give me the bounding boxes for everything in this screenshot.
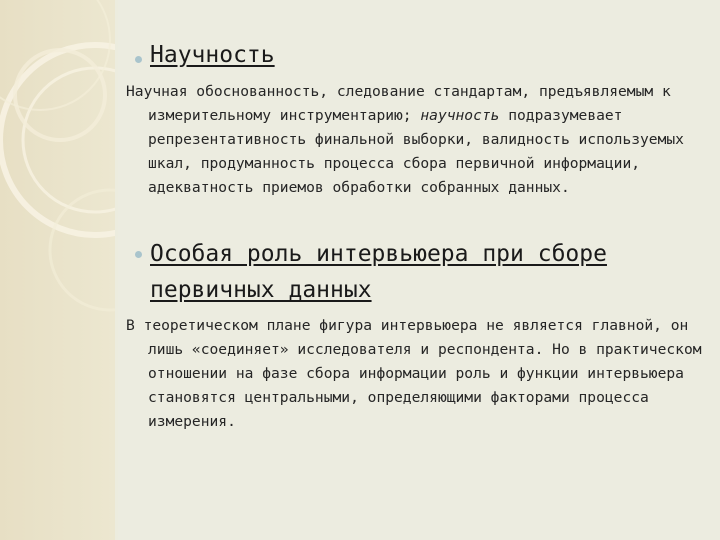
paragraph-text: Научная обоснованность, следование стандартам, предъявляемым к измерительному инструментарию; [126,83,671,124]
heading-scientific: Научность [150,42,275,68]
heading-interviewer-role: Особая роль интервьюера при сборе первичных данных [150,241,607,303]
slide-content [118,0,720,540]
decorative-side-panel [0,0,115,540]
paragraph-text: подразумевает репрезентативность финальной выборки, валидность используемых шкал, продуманность процесса сбора первичной информации, адекватность приемов обработки собранных данных. [148,107,684,196]
paragraph-interviewer: В теоретическом плане фигура интервьюера не является главной, он лишь «соединяет» исследователя и респондента. Но в практическом отношении на фазе сбора информации роль и функции интервьюера становятся центральными, определяющими факторами процесса измерения. [126,317,702,430]
decorative-rings [0,0,115,540]
bullet-marker [135,56,142,63]
bullet-marker [135,251,142,258]
emphasis-text: научность [420,107,500,124]
paragraph-scientific [126,80,718,200]
